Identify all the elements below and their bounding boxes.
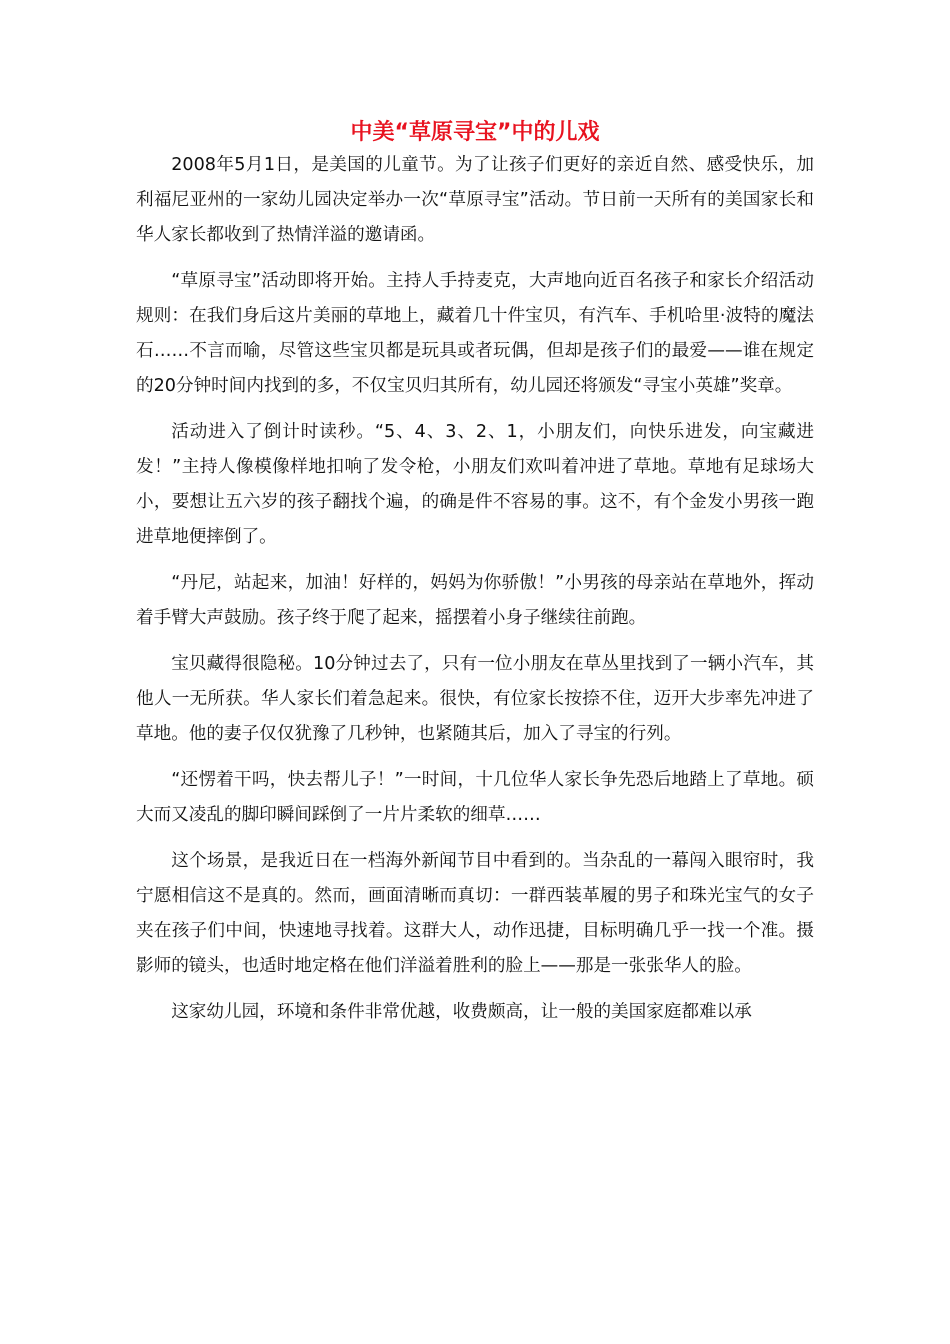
document-body [136, 148, 814, 1041]
paragraph-1: 2008年5月1日，是美国的儿童节。为了让孩子们更好的亲近自然、感受快乐，加利福尼亚州的一家幼儿园决定举办一次“草原寻宝”活动。节日前一天所有的美国家长和华人家长都收到了热情洋溢的邀请函。 [136, 155, 814, 245]
paragraph-3: 活动进入了倒计时读秒。“5、4、3、2、1，小朋友们，向快乐进发，向宝藏进发！”主持人像模像样地扣响了发令枪，小朋友们欢叫着冲进了草地。草地有足球场大小，要想让五六岁的孩子翻找个遍，的确是件不容易的事。这不，有个金发小男孩一跑进草地便摔倒了。 [136, 422, 814, 547]
paragraph-8: 这家幼儿园，环境和条件非常优越，收费颇高，让一般的美国家庭都难以承 [171, 1002, 752, 1022]
paragraph-4: “丹尼，站起来，加油！好样的，妈妈为你骄傲！”小男孩的母亲站在草地外，挥动着手臂大声鼓励。孩子终于爬了起来，摇摆着小身子继续往前跑。 [136, 573, 814, 628]
paragraph-7: 这个场景，是我近日在一档海外新闻节目中看到的。当杂乱的一幕闯入眼帘时，我宁愿相信这不是真的。然而，画面清晰而真切：一群西装革履的男子和珠光宝气的女子夹在孩子们中间，快速地寻找着。这群大人，动作迅捷，目标明确几乎一找一个准。摄影师的镜头，也适时地定格在他们洋溢着胜利的脸上——那是一张张华人的脸。 [136, 851, 814, 976]
paragraph-6: “还愣着干吗，快去帮儿子！”一时间，十几位华人家长争先恐后地踏上了草地。硕大而又凌乱的脚印瞬间踩倒了一片片柔软的细草…… [136, 770, 814, 825]
paragraph-2: “草原寻宝”活动即将开始。主持人手持麦克，大声地向近百名孩子和家长介绍活动规则：在我们身后这片美丽的草地上，藏着几十件宝贝，有汽车、手机哈里·波特的魔法石……不言而喻，尽管这些宝贝都是玩具或者玩偶，但却是孩子们的最爱——谁在规定的20分钟时间内找到的多，不仅宝贝归其所有，幼儿园还将颁发“寻宝小英雄”奖章。 [136, 271, 814, 396]
document-title: 中美“草原寻宝”中的儿戏 [350, 120, 600, 145]
paragraph-5: 宝贝藏得很隐秘。10分钟过去了，只有一位小朋友在草丛里找到了一辆小汽车，其他人一无所获。华人家长们着急起来。很快，有位家长按捺不住，迈开大步率先冲进了草地。他的妻子仅仅犹豫了几秒钟，也紧随其后，加入了寻宝的行列。 [136, 654, 814, 744]
